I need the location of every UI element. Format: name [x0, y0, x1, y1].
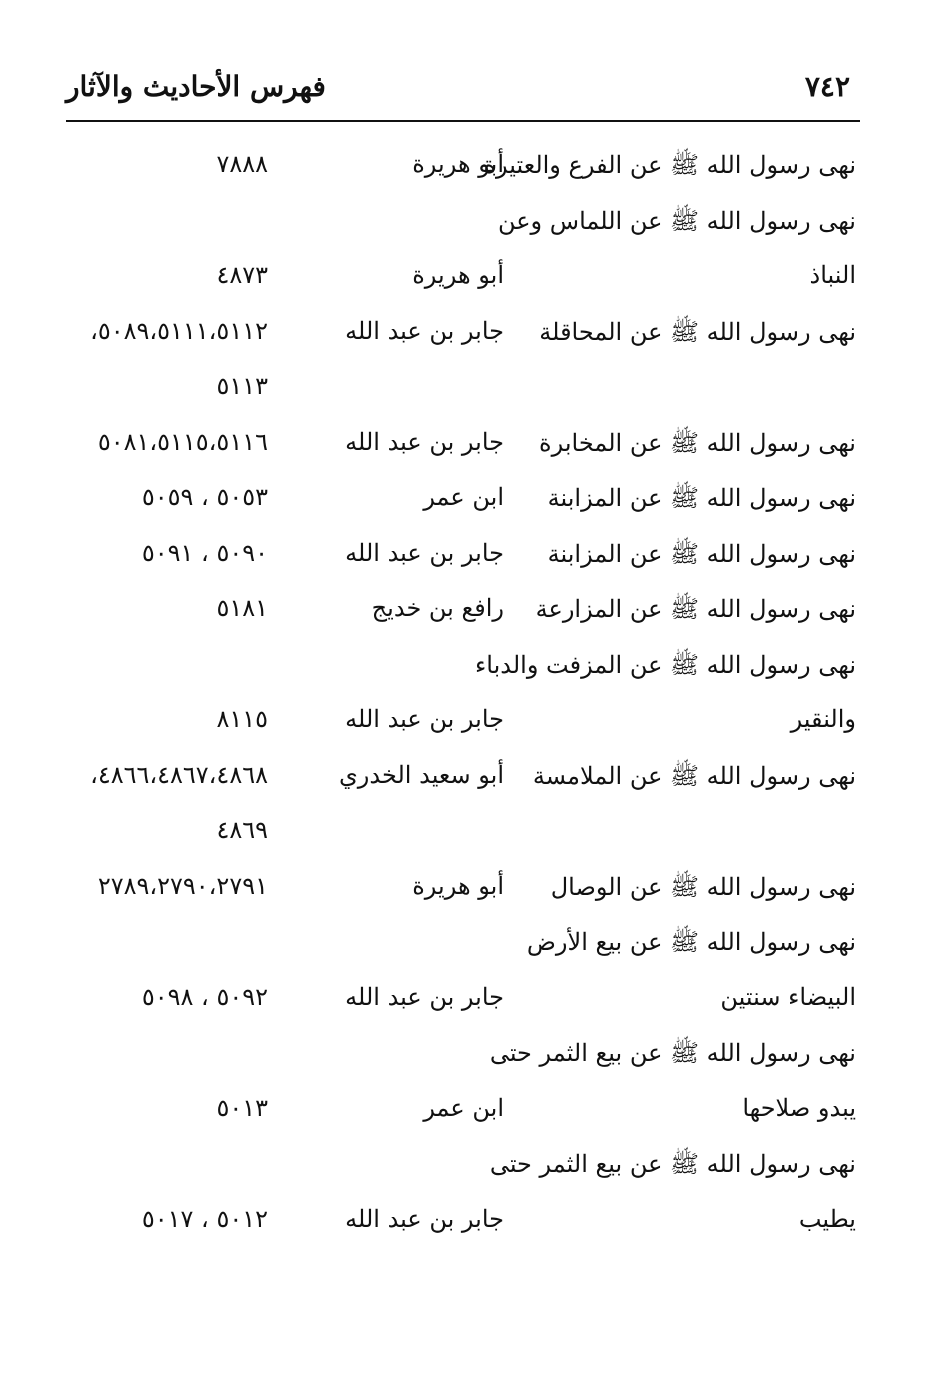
hadith-numbers: ٥٠٨٩،٥١١١،٥١١٢، — [90, 316, 268, 345]
hadith-text: نهى رسول الله ﷺ عن بيع الثمر حتى — [489, 1150, 856, 1178]
running-title: فهرس الأحاديث والآثار — [66, 70, 326, 103]
index-row — [0, 917, 932, 973]
hadith-text: البيضاء سنتين — [720, 982, 856, 1011]
hadith-numbers: ٥٠٩٠ ، ٥٠٩١ — [141, 538, 268, 567]
hadith-index-list — [0, 140, 932, 1250]
index-row — [0, 751, 932, 807]
header-rule — [66, 120, 860, 122]
page-number: ٧٤٢ — [804, 70, 850, 103]
narrator-name: جابر بن عبد الله — [345, 982, 504, 1011]
hadith-text: والنقير — [790, 705, 856, 733]
index-row — [0, 584, 932, 640]
hadith-numbers: ٥٠٨١،٥١١٥،٥١١٦ — [97, 427, 268, 456]
hadith-text: نهى رسول الله ﷺ عن الملامسة — [532, 761, 856, 790]
narrator-name: ابن عمر — [423, 483, 504, 511]
hadith-numbers: ٥٠٩٢ ، ٥٠٩٨ — [141, 982, 268, 1011]
hadith-text: يبدو صلاحها — [742, 1093, 856, 1122]
hadith-numbers: ٥١٨١ — [216, 594, 268, 622]
index-row — [0, 473, 932, 529]
hadith-numbers: ٧٨٨٨ — [216, 150, 268, 178]
hadith-numbers: ٥٠٥٣ ، ٥٠٥٩ — [141, 483, 268, 511]
hadith-text: نهى رسول الله ﷺ عن الفرع والعتيرة — [483, 151, 856, 179]
index-row — [0, 362, 932, 418]
index-row — [0, 1028, 932, 1084]
hadith-text: نهى رسول الله ﷺ عن الوصال — [550, 872, 856, 901]
narrator-name: جابر بن عبد الله — [345, 1204, 504, 1233]
index-row — [0, 307, 932, 363]
narrator-name: أبو سعيد الخدري — [339, 760, 504, 789]
index-row — [0, 1139, 932, 1195]
hadith-text: نهى رسول الله ﷺ عن المحاقلة — [539, 317, 856, 346]
hadith-numbers: ٤٨٦٩ — [216, 816, 268, 844]
hadith-text: نهى رسول الله ﷺ عن المزارعة — [535, 595, 856, 623]
index-row — [0, 1195, 932, 1251]
index-row — [0, 1084, 932, 1140]
hadith-text: نهى رسول الله ﷺ عن المزفت والدباء — [474, 650, 856, 679]
index-row — [0, 695, 932, 751]
hadith-numbers: ٢٧٨٩،٢٧٩٠،٢٧٩١ — [97, 871, 268, 900]
index-row — [0, 251, 932, 307]
index-row — [0, 140, 932, 196]
hadith-numbers: ٥٠١٣ — [216, 1093, 268, 1122]
hadith-text: نهى رسول الله ﷺ عن بيع الثمر حتى — [489, 1039, 856, 1067]
hadith-text: نهى رسول الله ﷺ عن المزابنة — [547, 484, 856, 512]
narrator-name: أبو هريرة — [412, 871, 504, 900]
hadith-text: نهى رسول الله ﷺ عن بيع الأرض — [526, 928, 856, 956]
index-row — [0, 529, 932, 585]
index-row — [0, 418, 932, 474]
index-row — [0, 640, 932, 696]
hadith-numbers: ٥١١٣ — [216, 372, 268, 400]
narrator-name: ابن عمر — [423, 1093, 504, 1122]
index-row — [0, 196, 932, 252]
index-row — [0, 862, 932, 918]
hadith-text: نهى رسول الله ﷺ عن المزابنة — [547, 539, 856, 568]
hadith-text: نهى رسول الله ﷺ عن المخابرة — [539, 428, 856, 457]
index-row — [0, 806, 932, 862]
narrator-name: أبو هريرة — [412, 261, 504, 289]
narrator-name: جابر بن عبد الله — [345, 538, 504, 567]
narrator-name: رافع بن خديج — [371, 594, 504, 622]
hadith-numbers: ٨١١٥ — [216, 705, 268, 733]
hadith-numbers: ٥٠١٢ ، ٥٠١٧ — [141, 1204, 268, 1233]
hadith-numbers: ٤٨٧٣ — [216, 261, 268, 289]
index-row — [0, 973, 932, 1029]
narrator-name: جابر بن عبد الله — [345, 316, 504, 345]
hadith-text: النباذ — [809, 261, 856, 289]
narrator-name: أبو هريرة — [412, 150, 504, 178]
narrator-name: جابر بن عبد الله — [345, 427, 504, 456]
narrator-name: جابر بن عبد الله — [345, 705, 504, 733]
hadith-numbers: ٤٨٦٦،٤٨٦٧،٤٨٦٨، — [90, 760, 268, 789]
hadith-text: نهى رسول الله ﷺ عن اللماس وعن — [497, 206, 856, 235]
hadith-text: يطيب — [798, 1204, 856, 1233]
page-header — [66, 62, 860, 112]
